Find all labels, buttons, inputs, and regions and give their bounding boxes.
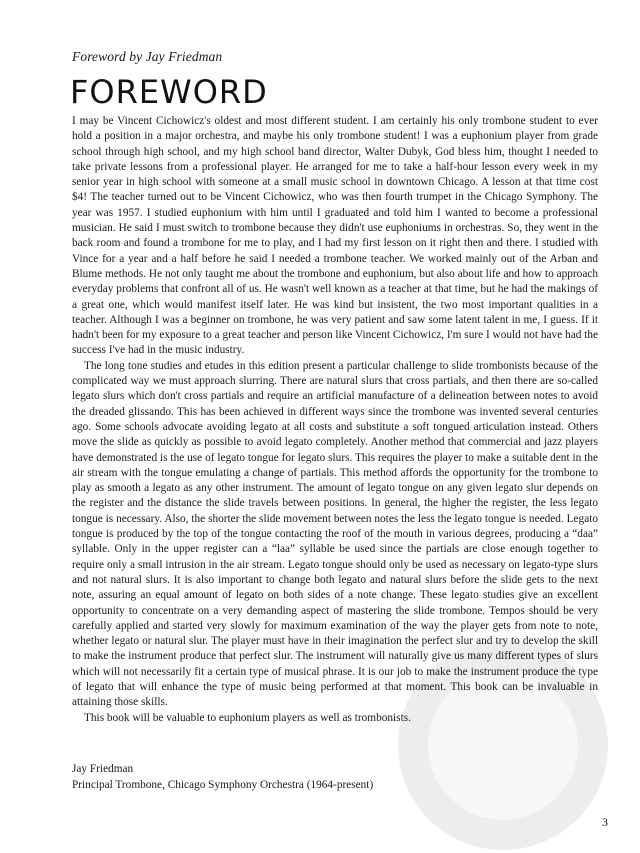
paragraph-3: This book will be valuable to euphonium players as well as trombonists. (84, 711, 411, 724)
page-title: FOREWORD (70, 73, 268, 111)
foreword-body (72, 114, 598, 726)
paragraph-1: I may be Vincent Cichowicz's oldest and most different student. I am certainly his only trombone student to ever hold a position in a major orchestra, and maybe his only trombone student! I was a euphonium player from grade school through high school, and my high school band director, Walter Dubyk, God bless him, thought I needed to take private lessons from a professional player. He arranged for me to take a half-hour lesson every week in my senior year in high school with someone at a small music school in downtown Chicago. A lesson at that time cost $4! The teacher turned out to be Vincent Cichowicz, who was then fourth trumpet in the Chicago Symphony. The year was 1957. I studied euphonium with him until I graduated and told him I wanted to become a professional musician. He said I must switch to trombone because they didn't use euphoniums in orchestras. So, they went in the back room and found a trombone for me to play, and I had my first lesson on it right then and there. I studied with Vince for a year and a half before he said I needed a trombone teacher. We worked mainly out of the Arban and Blume methods. He not only taught me about the trombone and euphonium, but also about life and how to approach everyday problems that confront all of us. He wasn't well known as a teacher at that time, but he had the makings of a great one, which would manifest itself later. He was kind but insistent, the two most important qualities in a teacher. Although I was a beginner on trombone, he was very patient and saw some latent talent in me, I guess. If it hadn't been for my exposure to a great teacher and person like Vincent Cichowicz, I'm sure I would not have had the success I've had in the music industry. (72, 115, 598, 357)
byline: Foreword by Jay Friedman (72, 49, 223, 64)
paragraph-2: The long tone studies and etudes in this edition present a particular challenge to slide trombonists because of the complicated way we must approach slurring. There are natural slurs that cross partials, and then there are so-called legato slurs which don't cross partials and require an artificial manufacture of a delineation between notes to avoid the dreaded glissando. This has been achieved in different ways since the trombone was invented several centuries ago. Some schools advocate avoiding legato at all costs and substitute a soft tongued articulation instead. Others move the slide as quickly as possible to avoid legato completely. Another method that commercial and jazz players have demonstrated is the use of legato tongue for legato slurs. This requires the player to make a suitable dent in the air stream with the tongue emulating a change of partials. This method affords the opportunity for the trombone to play as smooth a legato as any other instrument. The amount of legato tongue on any given legato slur depends on the register and the distance the slide travels between positions. In general, the higher the register, the less legato tongue is necessary. Also, the shorter the slide movement between notes the less the legato tongue is needed. Legato tongue is produced by the top of the tongue contacting the roof of the mouth in various degrees, producing a “daa” syllable. Only in the upper register can a “laa” syllable be used since the partials are close enough together to require only a small intrusion in the air stream. Legato tongue should only be used as necessary on legato-type slurs and not natural slurs. It is also important to change both legato and natural slurs before the slide gets to the next note, assuring an equal amount of legato on both sides of a note change. These legato studies give an excellent opportunity to concentrate on a very demanding aspect of mastering the slide trombone. Tempos should be very carefully applied and started very slowly for maximum examination of the way the player gets from note to note, whether legato or natural slur. The player must have in their imagination the perfect slur and try to develop the skill to make the instrument produce that perfect slur. The instrument will naturally give us many different types of slurs which will not necessarily fit a certain type of musical phrase. It is our job to make the instrument produce the type of legato that will enhance the type of music being performed at that moment. This book can be invaluable in attaining those skills. (72, 359, 598, 709)
signature-role: Principal Trombone, Chicago Symphony Orchestra (1964-present) (72, 779, 374, 791)
page-number: 3 (602, 815, 608, 829)
signature-block (72, 761, 598, 793)
signature-name: Jay Friedman (72, 763, 134, 775)
